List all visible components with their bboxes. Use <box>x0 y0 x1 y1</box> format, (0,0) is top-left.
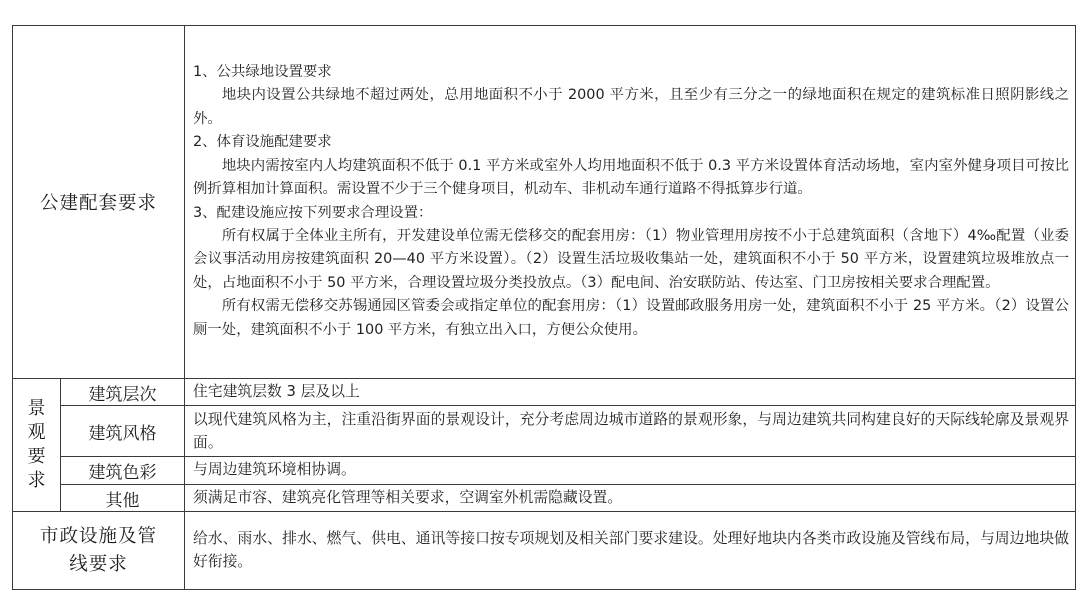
landscape-label-char: 观 <box>27 422 46 444</box>
table-row-other <box>13 484 1076 511</box>
other-text: 须满足市容、建筑亮化管理等相关要求，空调室外机需隐藏设置。 <box>185 484 1076 511</box>
green-space-heading: 1、公共绿地设置要求 <box>193 64 332 81</box>
sports-facilities-heading: 2、体育设施配建要求 <box>193 134 332 151</box>
building-style-text: 以现代建筑风格为主，注重沿街界面的景观设计，充分考虑周边城市道路的景观形象，与周边建筑共同构建良好的天际线轮廓及景观界面。 <box>185 406 1076 457</box>
supporting-facilities-heading: 3、配建设施应按下列要求合理设置： <box>193 204 433 221</box>
building-style-label: 建筑风格 <box>61 406 185 457</box>
municipal-label-line2: 线要求 <box>69 553 128 575</box>
public-facilities-label: 公建配套要求 <box>13 26 185 379</box>
building-levels-text: 住宅建筑层数 3 层及以上 <box>185 379 1076 406</box>
municipal-text: 给水、雨水、排水、燃气、供电、通讯等接口按专项规划及相关部门要求建设。处理好地块内各类市政设施及管线布局，与周边地块做好衔接。 <box>185 512 1076 590</box>
sports-facilities-text: 地块内需按室内人均建筑面积不低于 0.1 平方米或室外人均用地面积不低于 0.3 平方米设置体育活动场地，室内室外健身项目可按比例折算相加计算面积。需设置不少于三个健身项目，机动车、非机动车通行道路不得抵算步行道。 <box>193 157 1069 198</box>
other-label: 其他 <box>61 484 185 511</box>
landscape-label-char: 景 <box>27 398 46 420</box>
building-levels-label: 建筑层次 <box>61 379 185 406</box>
green-space-text: 地块内设置公共绿地不超过两处，总用地面积不小于 2000 平方米，且至少有三分之一的绿地面积在规定的建筑标准日照阴影线之外。 <box>193 87 1069 127</box>
planning-requirements-table <box>12 25 1076 590</box>
public-facilities-content <box>185 26 1076 379</box>
table-row-public-facilities <box>13 26 1076 379</box>
municipal-label <box>13 512 185 590</box>
table-row-building-style <box>13 406 1076 457</box>
landscape-group-label <box>13 379 61 512</box>
owner-facilities-text: 所有权属于全体业主所有，开发建设单位需无偿移交的配套用房：（1）物业管理用房按不小于总建筑面积（含地下）4‰配置（业委会议事活动用房按建筑面积 20—40 平方米设置）。（2）设置生活垃圾收集站一处，建筑面积不小于 50 平方米，设置建筑垃圾堆放点一处，占地面积不小于 50 平方米，合理设置垃圾分类投放点。（3）配电间、治安联防站、传达室、门卫房按相关要求合理配置。 <box>193 227 1069 291</box>
table-row-building-color <box>13 457 1076 484</box>
landscape-label-char: 要 <box>27 446 46 468</box>
table-row-building-levels <box>13 379 1076 406</box>
municipal-label-line1: 市政设施及管 <box>40 525 158 547</box>
document-page <box>12 25 1076 594</box>
landscape-label-char: 求 <box>27 470 46 492</box>
transfer-facilities-text: 所有权需无偿移交苏锡通园区管委会或指定单位的配套用房：（1）设置邮政服务用房一处，建筑面积不小于 25 平方米。（2）设置公厕一处，建筑面积不小于 100 平方米，有独立出入口，方便公众使用。 <box>193 298 1069 338</box>
building-color-label: 建筑色彩 <box>61 457 185 484</box>
table-row-municipal <box>13 512 1076 590</box>
building-color-text: 与周边建筑环境相协调。 <box>185 457 1076 484</box>
